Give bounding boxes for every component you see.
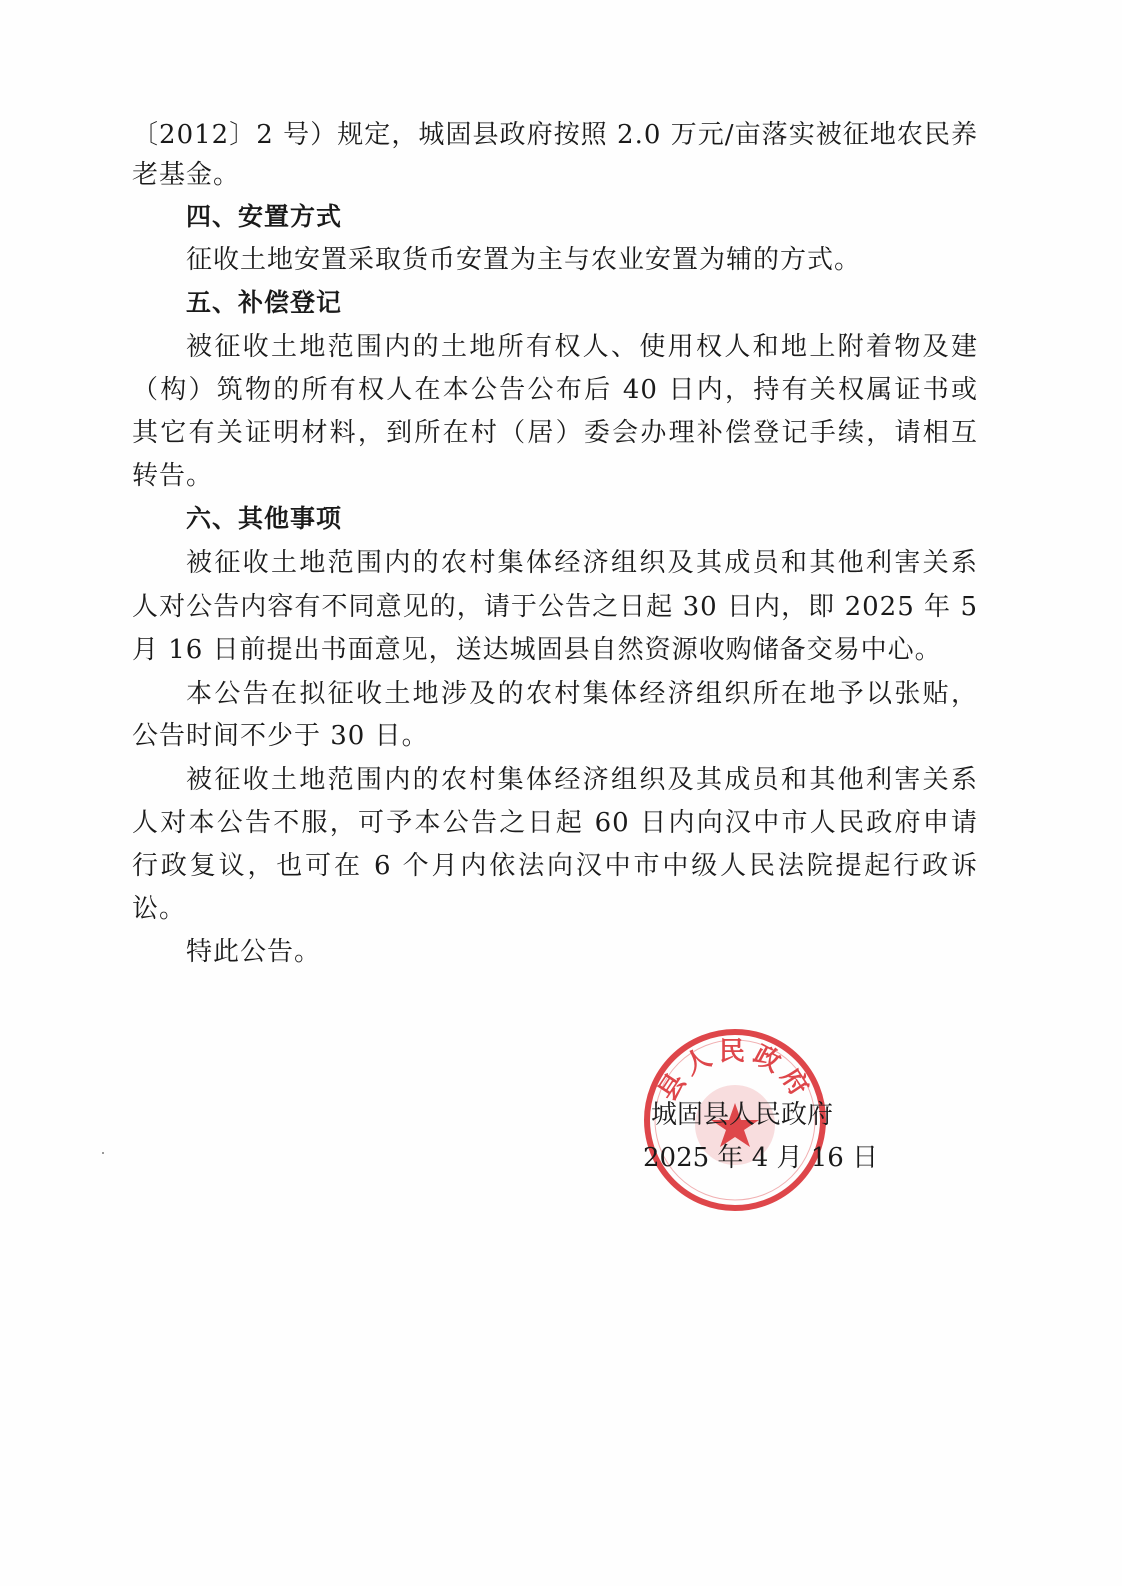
paragraph-line: 老基金。 (132, 160, 241, 190)
paragraph-line: 征收土地安置采取货币安置为主与农业安置为辅的方式。 (186, 245, 862, 275)
paragraph-line: 其它有关证明材料，到所在村（居）委会办理补偿登记手续，请相互 (132, 418, 978, 448)
paragraph-line: （构）筑物的所有权人在本公告公布后 40 日内，持有关权属证书或 (132, 375, 978, 405)
closing-line: 特此公告。 (186, 937, 322, 967)
section-heading-4: 四、安置方式 (186, 202, 343, 231)
issue-date: 2025 年 4 月 16 日 (643, 1143, 879, 1173)
paragraph-line: 本公告在拟征收土地涉及的农村集体经济组织所在地予以张贴， (186, 679, 978, 709)
paragraph-line: 被征收土地范围内的土地所有权人、使用权人和地上附着物及建 (186, 332, 978, 362)
paragraph-line: 人对本公告不服，可予本公告之日起 60 日内向汉中市人民政府申请 (132, 808, 978, 838)
paragraph-line: 被征收土地范围内的农村集体经济组织及其成员和其他利害关系 (186, 765, 978, 795)
paragraph-line: 被征收土地范围内的农村集体经济组织及其成员和其他利害关系 (186, 548, 978, 578)
paragraph-line: 讼。 (132, 894, 187, 924)
scan-speck (102, 1152, 104, 1154)
paragraph-line: 公告时间不少于 30 日。 (132, 721, 429, 751)
section-heading-6: 六、其他事项 (186, 504, 343, 533)
seal-text: 县人民政府 (652, 1037, 818, 1107)
paragraph-line: 〔2012〕2 号）规定，城固县政府按照 2.0 万元/亩落实被征地农民养 (132, 120, 978, 150)
paragraph-line: 转告。 (132, 461, 214, 491)
paragraph-line: 行政复议，也可在 6 个月内依法向汉中市中级人民法院提起行政诉 (132, 851, 978, 881)
paragraph-line: 人对公告内容有不同意见的，请于公告之日起 30 日内，即 2025 年 5 (132, 592, 978, 622)
issuer-name: 城固县人民政府 (651, 1100, 834, 1130)
section-heading-5: 五、补偿登记 (186, 288, 343, 317)
paragraph-line: 月 16 日前提出书面意见，送达城固县自然资源收购储备交易中心。 (132, 635, 942, 665)
